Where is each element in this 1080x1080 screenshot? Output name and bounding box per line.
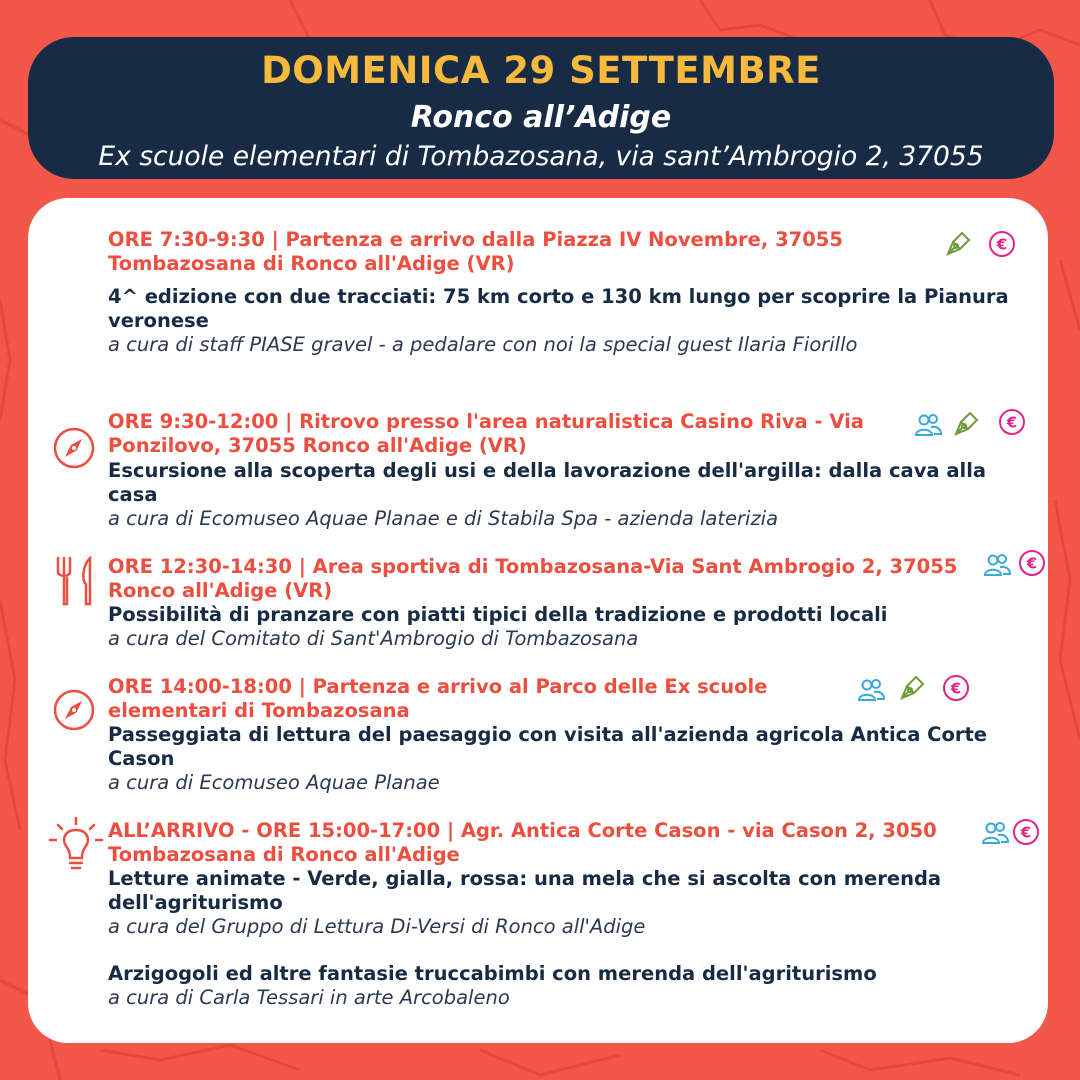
event-description: 4^ edizione con due tracciati: 75 km corto e 130 km lungo per scoprire la Pianura veronese: [108, 285, 1009, 332]
fork-knife-icon: [52, 556, 98, 608]
event-title: ORE 7:30-9:30 | Partenza e arrivo dalla Piazza IV Novembre, 37055 Tombazosana di Ronco all'Adige (VR): [108, 228, 843, 275]
event-5: [108, 819, 988, 867]
event-description: Passeggiata di lettura del paesaggio con visita all'azienda agricola Antica Corte Cason: [108, 723, 988, 770]
pen-icon: [898, 672, 928, 702]
event-4: [108, 675, 853, 723]
event-header: [28, 37, 1054, 179]
euro-icon: [1018, 549, 1046, 577]
event-description: Possibilità di pranzare con piatti tipici della tradizione e prodotti locali: [108, 603, 888, 626]
euro-icon: [1012, 818, 1040, 846]
event-4-body: [108, 723, 988, 794]
event-1: [108, 228, 928, 276]
event-credit: a cura del Comitato di Sant'Ambrogio di Tombazosana: [108, 627, 639, 650]
event-2-body: [108, 459, 1008, 530]
event-credit: a cura di staff PIASE gravel - a pedalare con noi la special guest Ilaria Fiorillo: [108, 333, 858, 356]
event-description: Escursione alla scoperta degli usi e della lavorazione dell'argilla: dalla cava alla casa: [108, 459, 987, 506]
event-description: Arzigogoli ed altre fantasie truccabimbi con merenda dell'agriturismo: [108, 962, 877, 985]
event-credit: a cura di Ecomuseo Aquae Planae: [108, 771, 440, 794]
svg-text:€: €: [1026, 554, 1038, 573]
event-title: ALL’ARRIVO - ORE 15:00-17:00 | Agr. Antica Corte Cason - via Cason 2, 3050 Tombazosana di Ronco all'Adige: [108, 819, 937, 866]
event-6-body: [108, 962, 1028, 1009]
euro-icon: [998, 408, 1026, 436]
svg-text:€: €: [996, 235, 1008, 254]
event-credit: a cura di Ecomuseo Aquae Planae e di Stabila Spa - azienda laterizia: [108, 507, 779, 530]
svg-text:€: €: [1020, 823, 1032, 842]
event-title: ORE 14:00-18:00 | Partenza e arrivo al Parco delle Ex scuole elementari di Tombazosana: [108, 675, 768, 722]
event-3-body: [108, 603, 1028, 650]
pen-icon: [952, 408, 982, 438]
event-1-body: [108, 285, 1038, 356]
event-3: [108, 555, 988, 603]
svg-text:€: €: [1006, 413, 1018, 432]
event-title: ORE 12:30-14:30 | Area sportiva di Tombazosana-Via Sant Ambrogio 2, 37055 Ronco all'Adige (VR): [108, 555, 958, 602]
group-icon: [856, 675, 886, 705]
event-address: Ex scuole elementari di Tombazosana, via sant’Ambrogio 2, 37055: [98, 141, 984, 172]
pen-icon: [944, 228, 974, 258]
svg-text:€: €: [950, 679, 962, 698]
event-2: [108, 410, 908, 458]
group-icon: [982, 550, 1012, 580]
event-place: Ronco all’Adige: [410, 100, 672, 135]
group-icon: [980, 818, 1010, 848]
group-icon: [913, 410, 943, 440]
euro-icon: [942, 674, 970, 702]
event-description: Letture animate - Verde, gialla, rossa: una mela che si ascolta con merenda dell'agriturismo: [108, 867, 942, 914]
compass-icon: [52, 426, 96, 470]
lightbulb-icon: [48, 816, 104, 872]
euro-icon: [988, 230, 1016, 258]
event-title: ORE 9:30-12:00 | Ritrovo presso l'area naturalistica Casino Riva - Via Ponzilovo, 37055 Ronco all'Adige (VR): [108, 410, 864, 457]
event-credit: a cura di Carla Tessari in arte Arcobaleno: [108, 986, 510, 1009]
compass-icon: [52, 688, 96, 732]
event-5-body: [108, 867, 1008, 938]
event-credit: a cura del Gruppo di Lettura Di-Versi di Ronco all'Adige: [108, 915, 646, 938]
event-date: DOMENICA 29 SETTEMBRE: [261, 49, 821, 92]
